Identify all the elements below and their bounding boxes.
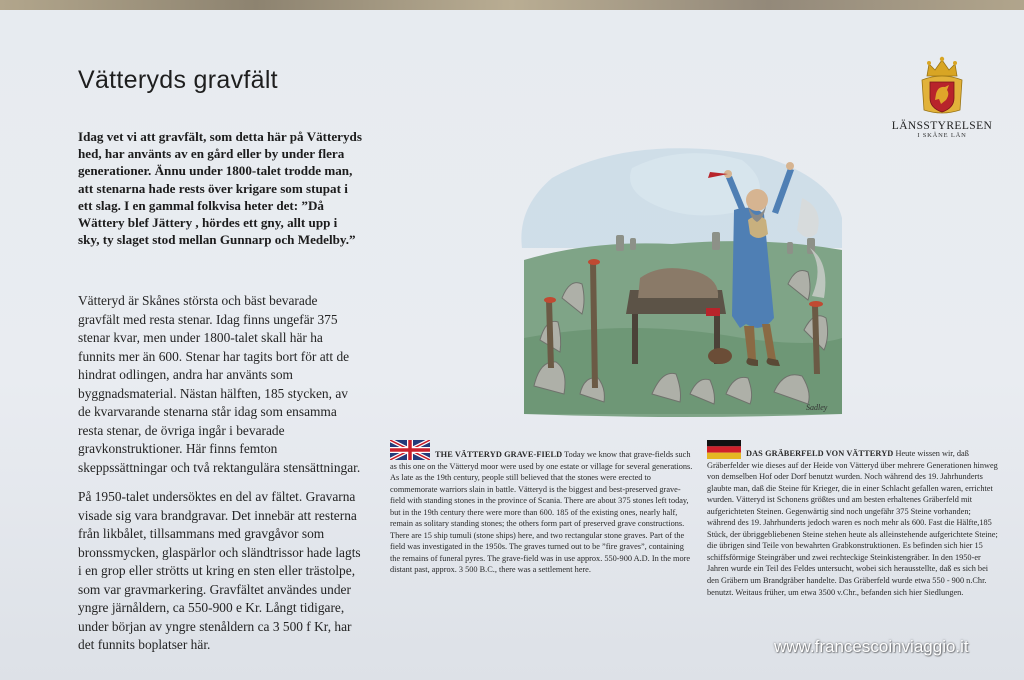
sign-paragraph-2: På 1950-talet undersöktes en del av fältet. Gravarna visade sig vara brandgravar. Det innebär att resterna från likbålet, tillsammans med gravgåvor som bronssmycken, glaspärlor och sländtrissor hade lagts i en grop eller strötts ut kring en sten eller trästolpe, som var gravmarkering. Gravfältet användes under yngre järnåldern, ca 550-900 e Kr. Långt tidigare, under början av yngre stenåldern ca 3 500 f Kr, har det funnits boplatser här. <box>78 489 361 652</box>
sign-intro: Idag vet vi att gravfält, som detta här på Vätteryds hed, har använts av en gård eller by under flera generationer. Ännu under 1800-talet trodde man, att stenarna hade rests över krigare som stupat i ett slag. I en gammal folkvisa heter det: ”Då Wättery blef Jättery , hördes ett gny, allt upp i sky, ty slaget stod mellan Gunnarp och Medelby.” <box>78 129 362 248</box>
german-flag-icon <box>707 440 741 459</box>
english-heading: THE VÄTTERYD GRAVE-FIELD <box>435 450 563 459</box>
german-text-block <box>707 440 999 598</box>
english-text: Today we know that grave-fields such as this one on the Vätteryd moor were used by one estate or village for several generations. As late as the 19th century, people still believed that the stones were erected to commemorate warriors slain in battle. Vätteryd is the biggest and best-preserved grave-field with standing stones in the province of Scania. There are about 375 stones left today, but in the 19th century there were more than 600. 185 of the existing ones, nearly half, remain as solitary standing stones; the others form part of preserved grave constructions. There are 15 ship tumuli (stone ships) here, and two rectangular stone graves. Part of the field was investigated in the 1950s. The graves turned out to be ”fire graves”, containing the remains of funeral pyres. The grave-field was in use approx. 550-900 A.D. In the more distant past, approx. 3 500 B.C., there was a settlement here. <box>390 450 693 575</box>
lansstyrelsen-logo <box>882 54 1002 164</box>
illustration-signature: Sadley <box>806 403 828 412</box>
logo-subtitle: I SKÅNE LÄN <box>917 132 967 139</box>
raising-stone-man-watercolor <box>512 138 844 422</box>
sign-paragraph-1: Vätteryd är Skånes största och bäst bevarade gravfält med resta stenar. Idag finns ungefär 375 stenar kvar, men under 1800-talet skall här ha funnits mer än 600. Stenar har tagits bort för att de hindrat odlingen, andra har använts som byggnadsmaterial. Nästan hälften, 185 stycken, av de kvarvarande stenarna står idag som ensamma resta stenar, de övriga ingår i bevarade gravkonstruktioner. Här finns femton skeppssättningar och två rektangulära stensättningar. <box>78 293 361 475</box>
sign-title: Vätteryds gravfält <box>78 66 278 94</box>
german-heading: DAS GRÄBERFELD VON VÄTTERYD <box>746 449 894 458</box>
watermark: www.francescoinviaggio.it <box>774 637 969 656</box>
german-text: Heute wissen wir, daß Gräberfelder wie dieses auf der Heide von Vätteryd über mehrere Generationen hinweg von demselben Hof oder Dorf benutzt wurden. Noch während des 19. Jahrhunderts glaubte man, daß die Steine für Krieger, die in einer Schlacht gefallen waren, errichtet wurden. Vätteryd ist Schonens größtes und am besten erhaltenes Gräberfeld mit aufgerichteten Steinen. Gegenwärtig sind noch ungefähr 375 Steine vorhanden; während des 19. Jahrhunderts jedoch waren es noch mehr als 600. Fast die Hälfte,185 Stück, der übriggebliebenen Steine stehen heute als alleinstehende aufgerichtete Steine; die übrigen sind Teile von bewahrten Grabkonstruktionen. Es befinden sich hier 15 schiffsförmige Steingräber und zwei rechteckige Steinkistengräber. In den 1950-er Jahren wurde ein Teil des Feldes untersucht, wobei sich herausstellte, daß es sich bei den Gräbern um Brandgräber handelte. Das Gräberfeld wurde etwa 550 - 900 n.Chr. benutzt. Weitaus früher, um etwa 3500 v.Chr., befanden sich hier Siedlungen. <box>707 449 998 597</box>
english-text-block <box>390 440 694 576</box>
union-jack-flag-icon <box>390 440 430 460</box>
crowned-griffin-shield-icon <box>917 54 967 118</box>
logo-name: LÄNSSTYRELSEN <box>891 120 993 132</box>
